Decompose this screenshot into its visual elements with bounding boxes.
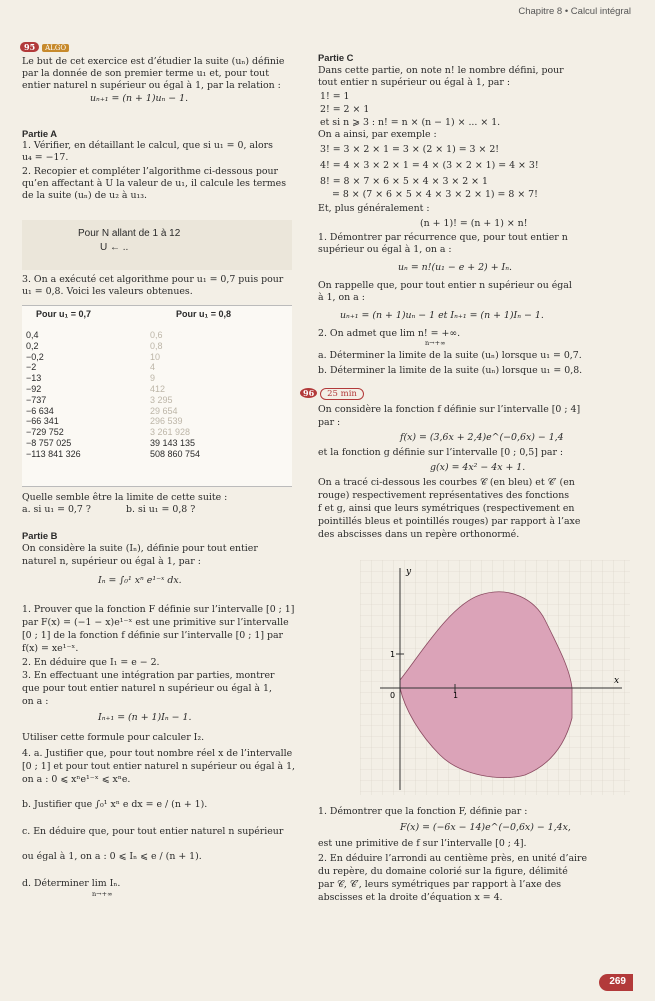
- table-cell: 10: [150, 351, 161, 362]
- exercise-number: 95: [20, 42, 39, 52]
- part-a-q1-line1: 1. Vérifier, en détaillant le calcul, que si u₁ = 0, alors: [22, 140, 273, 151]
- table-column-u1-07: [26, 330, 81, 460]
- part-c-q2: 2. On admet que lim n! = +∞.: [318, 328, 461, 339]
- part-c-q2-sub: n→+∞: [425, 339, 446, 347]
- part-a-q1-line2: u₄ = −17.: [22, 152, 69, 163]
- example-1: 3! = 3 × 2 × 1 = 3 × (2 × 1) = 3 × 2!: [320, 144, 500, 155]
- table-cell: −0,2: [26, 351, 44, 362]
- part-b-q4d-sub: n→+∞: [92, 890, 113, 898]
- example-4: = 8 × (7 × 6 × 5 × 4 × 3 × 2 × 1) = 8 × 7!: [332, 189, 538, 200]
- part-b-q4c-1: c. En déduire que, pour tout entier naturel n supérieur: [22, 826, 284, 837]
- table-header-1: Pour u₁ = 0,7: [36, 309, 91, 319]
- algo-line-1: Pour N allant de 1 à 12: [78, 228, 181, 239]
- table-cell: −92: [26, 383, 42, 394]
- table-cell: 508 860 754: [150, 448, 201, 459]
- table-cell: 39 143 135: [150, 437, 196, 448]
- table-cell: 0,8: [150, 340, 163, 351]
- exercise-96-label: [300, 388, 364, 400]
- ex96-q2-1: 2. En déduire l’arrondi au centième près, en unité d’aire: [318, 853, 588, 864]
- table-cell: −2: [26, 362, 37, 373]
- part-b-q1-4: f(x) = xe¹⁻ˣ.: [22, 643, 79, 654]
- part-a-q3-b: b. si u₁ = 0,8 ?: [126, 504, 196, 515]
- part-a-q3-a: a. si u₁ = 0,7 ?: [22, 504, 91, 515]
- part-b-q4d: d. Déterminer lim Iₙ.: [22, 878, 121, 889]
- x-axis-label: x: [614, 676, 620, 686]
- algo-line-2: U ← ..: [100, 242, 129, 253]
- origin-label: 0: [390, 691, 396, 700]
- table-cell: −6 634: [26, 405, 54, 416]
- table-cell: 412: [150, 383, 166, 394]
- recall-1: On rappelle que, pour tout entier n supérieur ou égal: [318, 280, 572, 291]
- recurrence-formula: uₙ₊₁ = (n + 1)uₙ − 1.: [90, 93, 189, 104]
- table-cell: −66 341: [26, 416, 59, 427]
- table-cell: −8 757 025: [26, 437, 72, 448]
- part-b-q3-formula: Iₙ₊₁ = (n + 1)Iₙ − 1.: [98, 712, 192, 723]
- ex96-desc-3: f et g, ainsi que leurs symétriques (respectivement en: [318, 503, 575, 514]
- table-cell: 0,6: [150, 330, 163, 340]
- ex96-q1-formula: F(x) = (−6x − 14)e^(−0,6x) − 1,4x,: [400, 822, 571, 833]
- table-cell: 9: [150, 373, 156, 384]
- ex96-par: par :: [318, 417, 341, 428]
- ex96-q2-2: du repère, du domaine colorié sur la figure, délimité: [318, 866, 568, 877]
- part-b-q3-2: que pour tout entier naturel n supérieur ou égal à 1,: [22, 683, 272, 694]
- part-b-q3-1: 3. En effectuant une intégration par parties, montrer: [22, 670, 275, 681]
- table-cell: −729 752: [26, 427, 64, 438]
- ex96-f: f(x) = (3,6x + 2,4)e^(−0,6x) − 1,4: [400, 432, 564, 443]
- part-b-intro-2: naturel n, supérieur ou égal à 1, par :: [22, 556, 201, 567]
- general-formula: (n + 1)! = (n + 1) × n!: [420, 218, 528, 229]
- part-b-title: Partie B: [22, 530, 58, 541]
- ex96-q2-3: par 𝒞, 𝒞′, leurs symétriques par rapport à l’axe des: [318, 879, 562, 890]
- part-b-q1-1: 1. Prouver que la fonction F définie sur l’intervalle [0 ; 1]: [22, 604, 295, 615]
- recall-formula: uₙ₊₁ = (n + 1)uₙ − 1 et Iₙ₊₁ = (n + 1)Iₙ − 1.: [340, 310, 544, 321]
- part-a-q3-question: Quelle semble être la limite de cette suite :: [22, 492, 228, 503]
- ex96-q1: 1. Démontrer que la fonction F, définie par :: [318, 806, 528, 817]
- exercise-96-time: 25 min: [320, 388, 364, 400]
- table-cell: 296 539: [150, 416, 183, 427]
- factorial-def-2: 2! = 2 × 1: [320, 104, 370, 115]
- table-cell: 0,2: [26, 340, 39, 351]
- example-2: 4! = 4 × 3 × 2 × 1 = 4 × (3 × 2 × 1) = 4 × 3!: [320, 160, 539, 171]
- part-c-q1-formula: uₙ = n!(u₁ − e + 2) + Iₙ.: [398, 262, 513, 273]
- part-b-q1-2: par F(x) = (−1 − x)e¹⁻ˣ est une primitive sur l’intervalle: [22, 617, 289, 628]
- part-b-q4a-2: [0 ; 1] et pour tout entier naturel n supérieur ou égal à 1,: [22, 761, 296, 772]
- part-c-intro-1: Dans cette partie, on note n! le nombre défini, pour: [318, 65, 564, 76]
- part-b-q3-3: on a :: [22, 696, 49, 707]
- table-column-u1-08: [150, 330, 200, 460]
- part-c-title: Partie C: [318, 52, 354, 63]
- part-b-q3-end: Utiliser cette formule pour calculer I₂.: [22, 732, 205, 743]
- factorial-def-1: 1! = 1: [320, 91, 350, 102]
- part-a-q3-line2: u₁ = 0,8. Voici les valeurs obtenues.: [22, 286, 193, 297]
- part-b-q4a-1: 4. a. Justifier que, pour tout nombre réel x de l’intervalle: [22, 748, 293, 759]
- general-title: Et, plus généralement :: [318, 203, 430, 214]
- ex96-intro: On considère la fonction f définie sur l’intervalle [0 ; 4]: [318, 404, 581, 415]
- ex96-q2-4: abscisses et la droite d’équation x = 4.: [318, 892, 503, 903]
- factorial-def-3: et si n ⩾ 3 : n! = n × (n − 1) × ... × 1.: [320, 117, 501, 128]
- intro-line-3: entier naturel n supérieur ou égal à 1, par la relation :: [22, 80, 281, 91]
- part-b-q4c-2: ou égal à 1, on a : 0 ⩽ Iₙ ⩽ e / (n + 1).: [22, 851, 202, 862]
- part-a-q3-line1: 3. On a exécuté cet algorithme pour u₁ = 0,7 puis pour: [22, 274, 284, 285]
- table-cell: 29 654: [150, 405, 178, 416]
- part-c-q1-2: supérieur ou égal à 1, on a :: [318, 244, 452, 255]
- intro-line-2: par la donnée de son premier terme u₁ et, pour tout: [22, 68, 269, 79]
- y-axis-label: y: [406, 567, 412, 577]
- example-3: 8! = 8 × 7 × 6 × 5 × 4 × 3 × 2 × 1: [320, 176, 488, 187]
- table-cell: −113 841 326: [26, 448, 81, 459]
- exercise-96-number: 96: [300, 388, 317, 398]
- algo-badge: ALGO: [42, 44, 69, 52]
- ex96-desc-4: pointillés bleus et pointillés rouges) par rapport à l’axe: [318, 516, 581, 527]
- part-a-q2-line3: de la suite (uₙ) de u₂ à u₁₃.: [22, 190, 148, 201]
- table-cell: −13: [26, 373, 42, 384]
- table-cell: 3 261 928: [150, 427, 191, 438]
- table-cell: −737: [26, 394, 47, 405]
- ex96-g: g(x) = 4x² − 4x + 1.: [430, 462, 526, 473]
- part-c-q2a: a. Déterminer la limite de la suite (uₙ) lorsque u₁ = 0,7.: [318, 350, 582, 361]
- exercise-95-label: [20, 42, 69, 54]
- part-b-intro-1: On considère la suite (Iₙ), définie pour tout entier: [22, 543, 258, 554]
- ex96-desc-1: On a tracé ci-dessous les courbes 𝒞 (en bleu) et 𝒞′ (en: [318, 477, 575, 488]
- y-tick-1: 1: [390, 650, 396, 659]
- table-cell: 4: [150, 362, 156, 373]
- part-b-q4a-3: on a : 0 ⩽ xⁿe¹⁻ˣ ⩽ xⁿe.: [22, 774, 131, 785]
- example-title: On a ainsi, par exemple :: [318, 129, 437, 140]
- part-b-q1-3: [0 ; 1] de la fonction f définie sur l’intervalle [0 ; 1] par: [22, 630, 284, 641]
- part-c-q2b: b. Déterminer la limite de la suite (uₙ) lorsque u₁ = 0,8.: [318, 365, 583, 376]
- table-header-2: Pour u₁ = 0,8: [176, 309, 231, 319]
- curves-graph: [360, 560, 630, 795]
- part-a-title: Partie A: [22, 128, 58, 139]
- page-number: 269: [599, 974, 633, 991]
- ex96-q1-end: est une primitive de f sur l’intervalle [0 ; 4].: [318, 838, 527, 849]
- part-c-intro-2: tout entier n supérieur ou égal à 1, par :: [318, 77, 510, 88]
- chapter-header: Chapitre 8 • Calcul intégral: [518, 6, 631, 17]
- recall-2: à 1, on a :: [318, 292, 365, 303]
- part-b-q2: 2. En déduire que I₁ = e − 2.: [22, 657, 160, 668]
- ex96-desc-5: des abscisses dans un repère orthonormé.: [318, 529, 520, 540]
- table-cell: 3 295: [150, 394, 173, 405]
- ex96-g-intro: et la fonction g définie sur l’intervalle [0 ; 0,5] par :: [318, 447, 564, 458]
- part-b-q4b: b. Justifier que ∫₀¹ xⁿ e dx = e / (n + 1).: [22, 799, 208, 810]
- table-cell: 0,4: [26, 330, 39, 340]
- part-c-q1-1: 1. Démontrer par récurrence que, pour tout entier n: [318, 232, 568, 243]
- part-a-q2-line1: 2. Recopier et compléter l’algorithme ci-dessous pour: [22, 166, 278, 177]
- ex96-desc-2: rouge) respectivement représentatives des fonctions: [318, 490, 570, 501]
- x-tick-1: 1: [453, 691, 459, 700]
- part-a-q2-line2: qu’en affectant à U la valeur de u₁, il calcule les termes: [22, 178, 287, 189]
- part-b-integral: Iₙ = ∫₀¹ xⁿ e¹⁻ˣ dx.: [98, 575, 182, 586]
- intro-line-1: Le but de cet exercice est d’étudier la suite (uₙ) définie: [22, 56, 285, 67]
